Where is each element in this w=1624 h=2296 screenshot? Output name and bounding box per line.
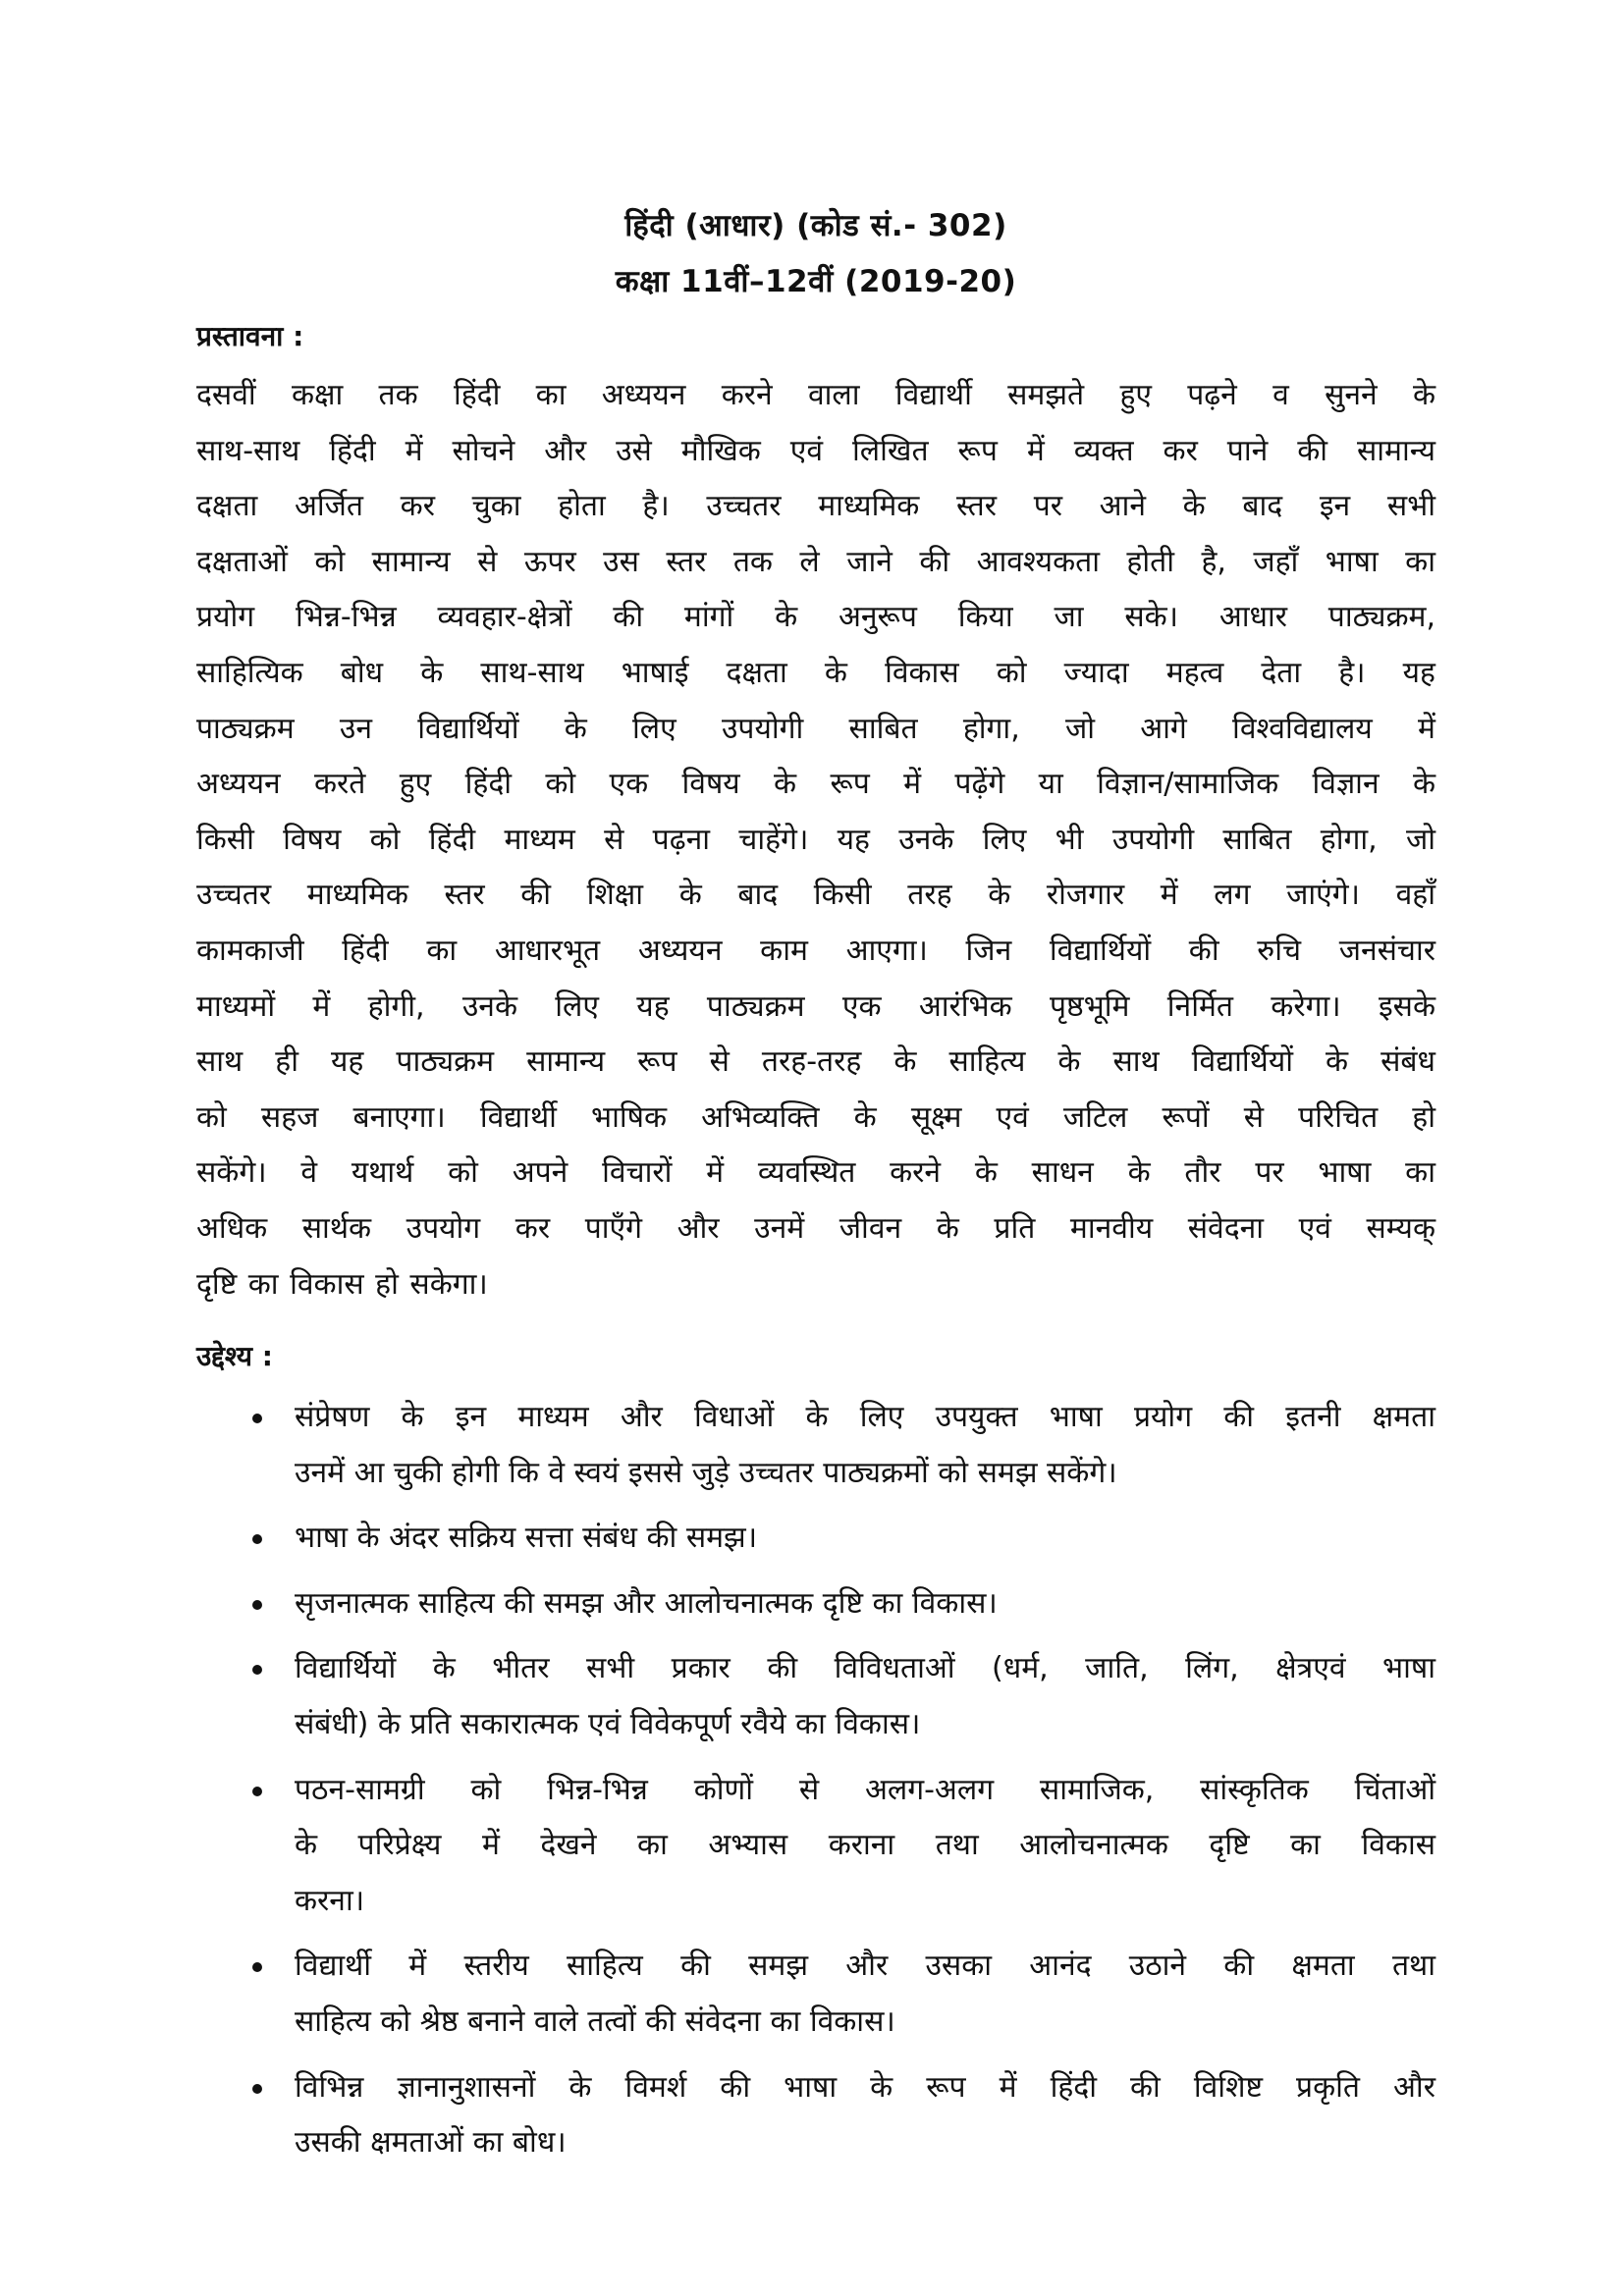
objective-line: विद्यार्थी में स्तरीय साहित्य की समझ और उसका आनंद उठाने की क्षमता तथा	[295, 1949, 1435, 1984]
paragraph-line: कामकाजी हिंदी का आधारभूत अध्ययन काम आएगा। जिन विद्यार्थियों की रुचि जनसंचार	[196, 933, 1435, 968]
objective-line: उसकी क्षमताओं का बोध।	[295, 2125, 567, 2161]
intro-heading: प्रस्तावना :	[196, 320, 304, 352]
paragraph-line: साहित्यिक बोध के साथ-साथ भाषाई दक्षता के विकास को ज्यादा महत्व देता है। यह	[196, 655, 1435, 690]
objective-line: भाषा के अंदर सक्रिय सत्ता संबंध की समझ।	[295, 1521, 758, 1556]
bullet-icon	[252, 2084, 262, 2094]
objective-item	[196, 1763, 1435, 1930]
paragraph-line: दृष्टि का विकास हो सकेगा।	[196, 1266, 488, 1302]
document-subtitle: कक्षा 11वीं–12वीं (2019-20)	[615, 264, 1017, 299]
paragraph-line: उच्चतर माध्यमिक स्तर की शिक्षा के बाद किसी तरह के रोजगार में लग जाएंगे। वहाँ	[196, 878, 1435, 913]
intro-paragraph	[196, 368, 1435, 1312]
objective-line: विद्यार्थियों के भीतर सभी प्रकार की विविधताओं (धर्म, जाति, लिंग, क्षेत्रएवं भाषा	[295, 1651, 1435, 1686]
paragraph-line: को सहज बनाएगा। विद्यार्थी भाषिक अभिव्यक्ति के सूक्ष्म एवं जटिल रूपों से परिचित हो	[196, 1099, 1435, 1135]
paragraph-line: दसवीं कक्षा तक हिंदी का अध्ययन करने वाला विद्यार्थी समझते हुए पढ़ने व सुनने के	[196, 378, 1435, 412]
objective-item	[196, 1939, 1435, 2050]
objective-line: विभिन्न ज्ञानानुशासनों के विमर्श की भाषा के रूप में हिंदी की विशिष्ट प्रकृति और	[295, 2069, 1435, 2105]
paragraph-line: दक्षताओं को सामान्य से ऊपर उस स्तर तक ले जाने की आवश्यकता होती है, जहाँ भाषा का	[196, 544, 1435, 579]
objective-item	[196, 1576, 1435, 1632]
objective-line: संबंधी) के प्रति सकारात्मक एवं विवेकपूर्ण रवैये का विकास।	[295, 1706, 921, 1741]
bullet-icon	[252, 1665, 262, 1675]
paragraph-line: साथ ही यह पाठ्यक्रम सामान्य रूप से तरह-तरह के साहित्य के साथ विद्यार्थियों के संबंध	[196, 1044, 1435, 1080]
bullet-icon	[252, 1414, 262, 1423]
bullet-icon	[252, 1534, 262, 1544]
paragraph-line: प्रयोग भिन्न-भिन्न व्यवहार-क्षेत्रों की मांगों के अनुरूप किया जा सके। आधार पाठ्यक्रम,	[196, 600, 1435, 635]
objective-item	[196, 1511, 1435, 1567]
bullet-icon	[252, 1962, 262, 1972]
objective-line: उनमें आ चुकी होगी कि वे स्वयं इससे जुड़े उच्चतर पाठ्यक्रमों को समझ सकेंगे।	[295, 1455, 1117, 1490]
paragraph-line: किसी विषय को हिंदी माध्यम से पढ़ना चाहेंगे। यह उनके लिए भी उपयोगी साबित होगा, जो	[196, 822, 1435, 857]
paragraph-line: साथ-साथ हिंदी में सोचने और उसे मौखिक एवं लिखित रूप में व्यक्त कर पाने की सामान्य	[196, 433, 1435, 468]
objective-line: सृजनात्मक साहित्य की समझ और आलोचनात्मक दृष्टि का विकास।	[295, 1585, 998, 1621]
objectives-list	[196, 1390, 1435, 2181]
objective-item	[196, 1641, 1435, 1752]
bullet-icon	[252, 1600, 262, 1610]
bullet-icon	[252, 1787, 262, 1796]
objective-line: संप्रेषण के इन माध्यम और विधाओं के लिए उपयुक्त भाषा प्रयोग की इतनी क्षमता	[295, 1400, 1435, 1434]
paragraph-line: अध्ययन करते हुए हिंदी को एक विषय के रूप में पढ़ेंगे या विज्ञान/सामाजिक विज्ञान के	[196, 767, 1435, 802]
objective-line: साहित्य को श्रेष्ठ बनाने वाले तत्वों की संवेदना का विकास।	[295, 2003, 895, 2039]
paragraph-line: पाठ्यक्रम उन विद्यार्थियों के लिए उपयोगी साबित होगा, जो आगे विश्वविद्यालय में	[196, 711, 1435, 746]
objective-line: के परिप्रेक्ष्य में देखने का अभ्यास कराना तथा आलोचनात्मक दृष्टि का विकास	[295, 1828, 1435, 1863]
paragraph-line: दक्षता अर्जित कर चुका होता है। उच्चतर माध्यमिक स्तर पर आने के बाद इन सभी	[196, 489, 1435, 524]
objectives-heading: उद्देश्य :	[196, 1340, 273, 1372]
objective-item	[196, 1390, 1435, 1501]
paragraph-line: माध्यमों में होगी, उनके लिए यह पाठ्यक्रम एक आरंभिक पृष्ठभूमि निर्मित करेगा। इसके	[196, 988, 1435, 1024]
paragraph-line: सकेंगे। वे यथार्थ को अपने विचारों में व्यवस्थित करने के साधन के तौर पर भाषा का	[196, 1155, 1435, 1191]
paragraph-line: अधिक सार्थक उपयोग कर पाएँगे और उनमें जीवन के प्रति मानवीय संवेदना एवं सम्यक्	[196, 1210, 1435, 1246]
objective-line: करना।	[295, 1883, 365, 1918]
objective-line: पठन-सामग्री को भिन्न-भिन्न कोणों से अलग-अलग सामाजिक, सांस्कृतिक चिंताओं	[295, 1772, 1435, 1807]
objective-item	[196, 2060, 1435, 2171]
document-title: हिंदी (आधार) (कोड सं.- 302)	[624, 208, 1007, 243]
